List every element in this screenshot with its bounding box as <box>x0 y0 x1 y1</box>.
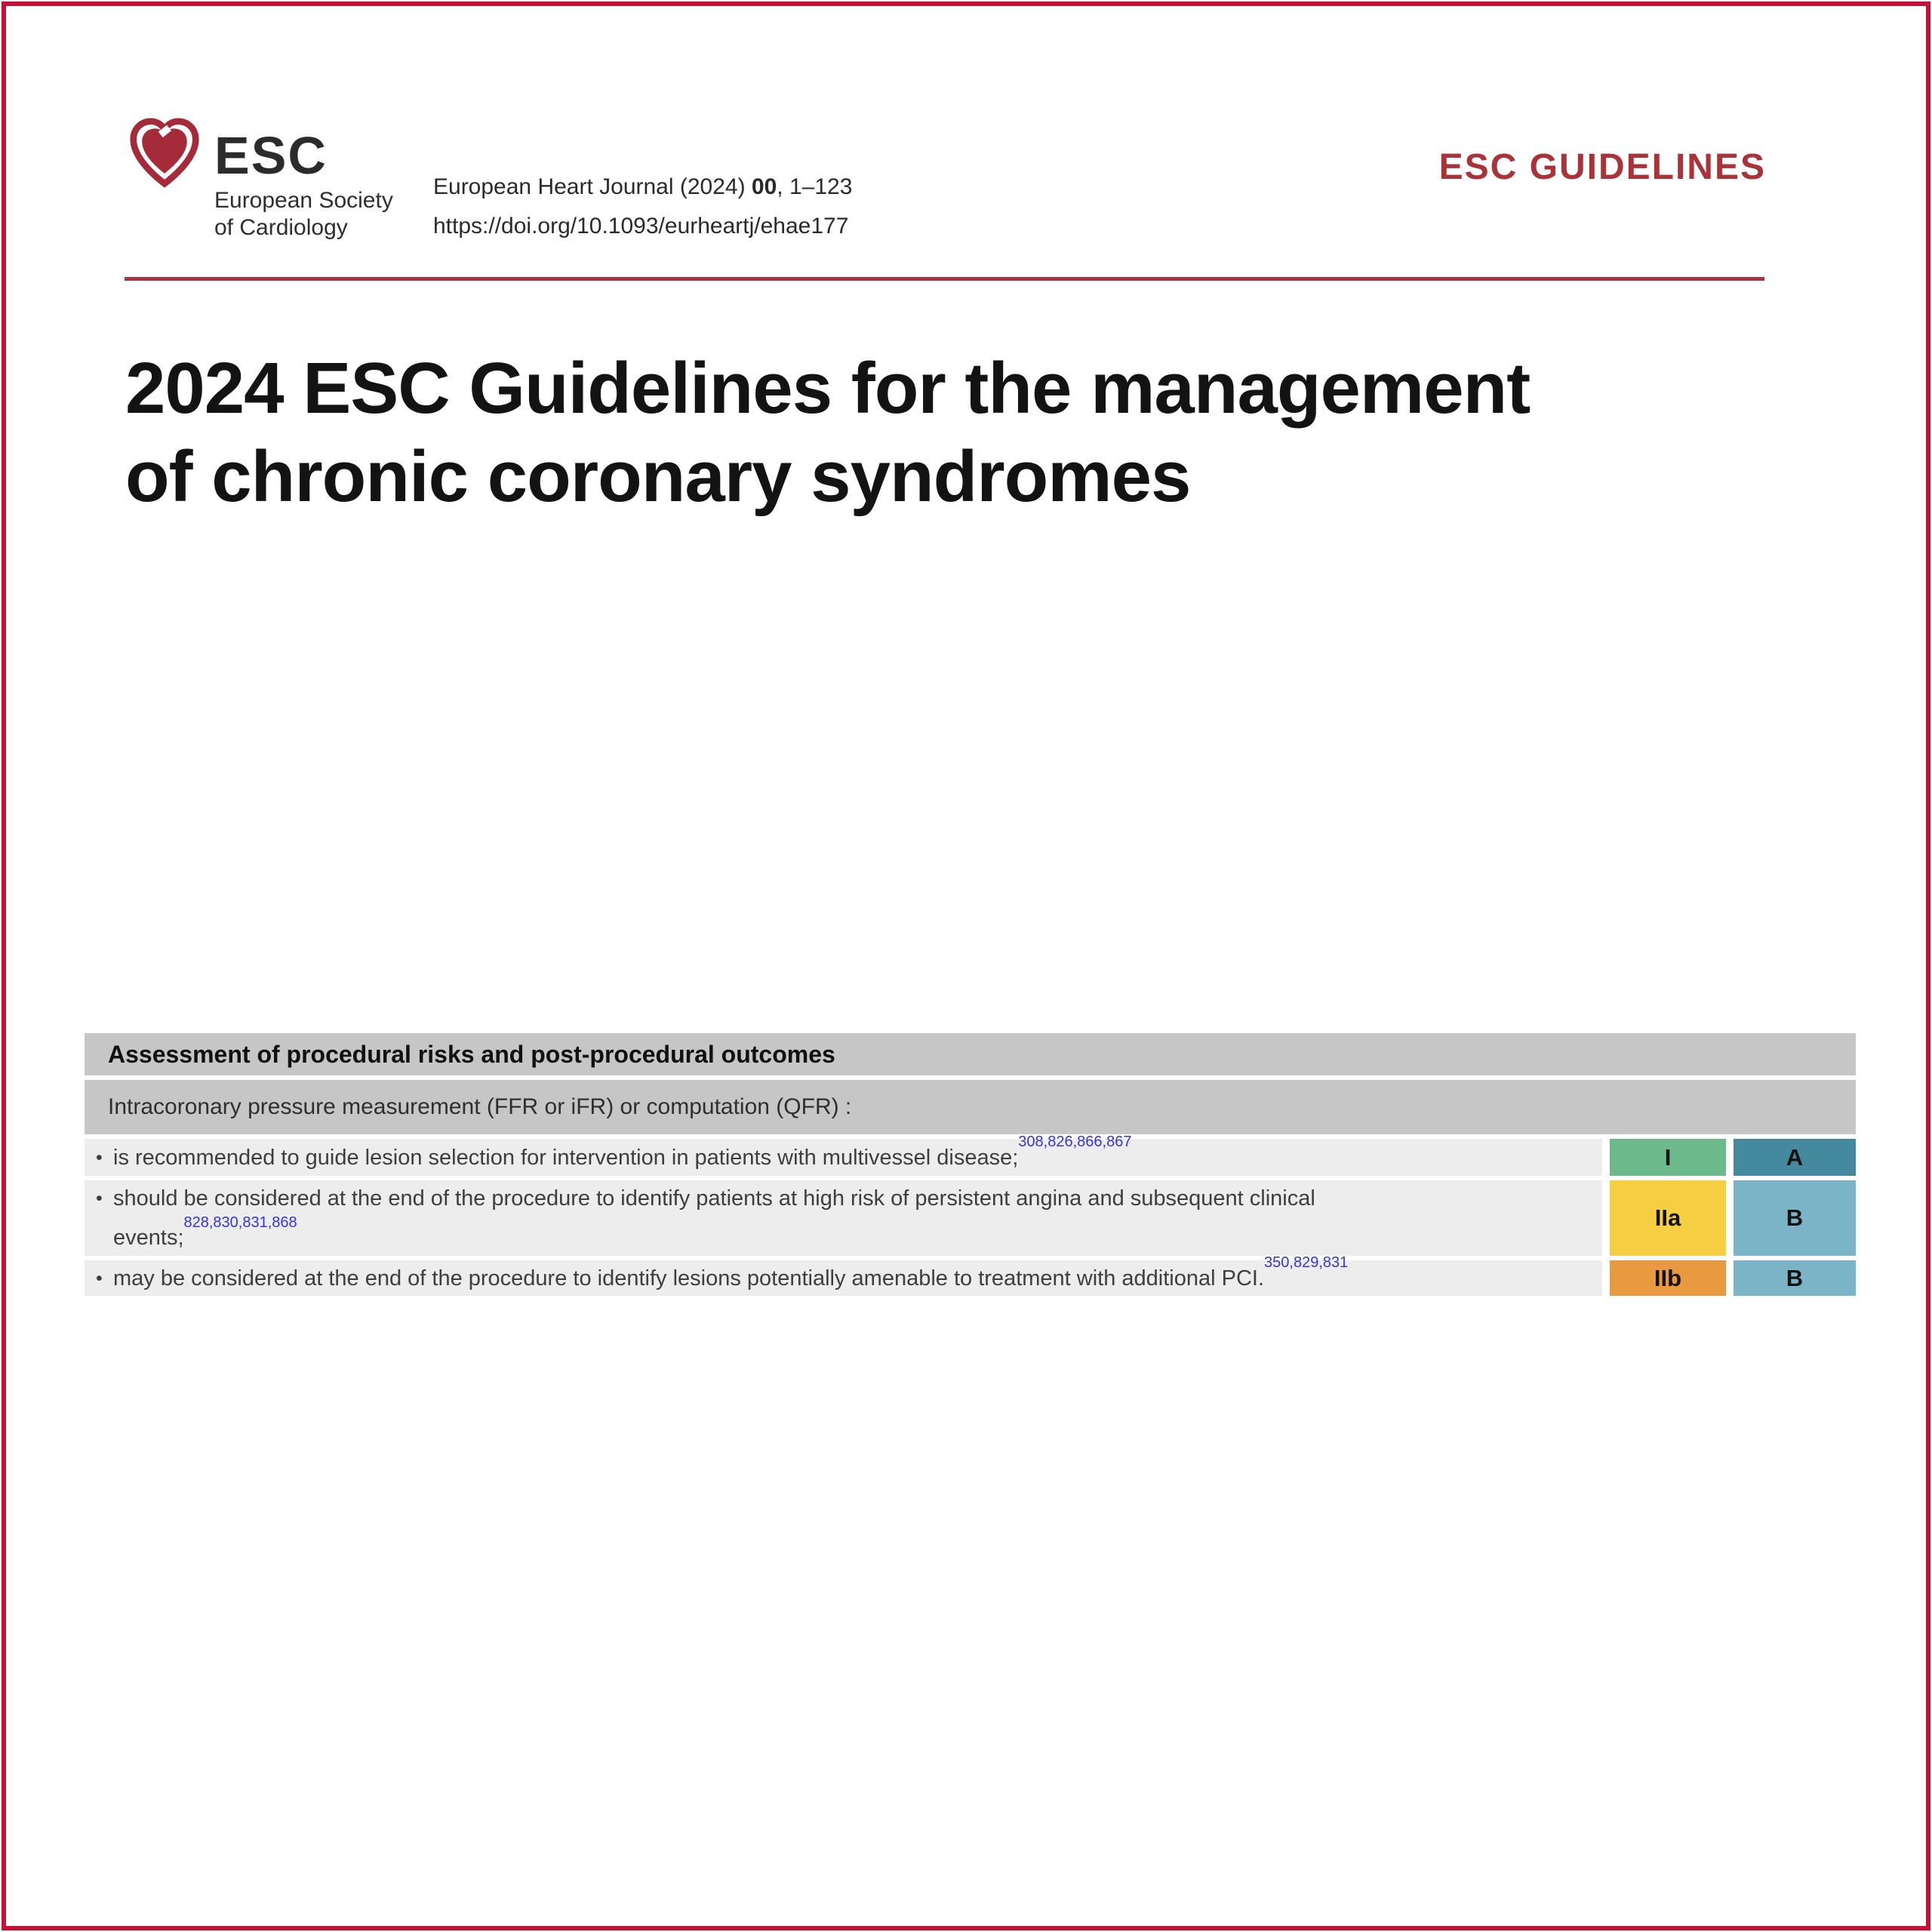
class-of-recommendation-badge: I <box>1610 1139 1726 1176</box>
level-of-evidence-badge: A <box>1734 1139 1856 1176</box>
esc-logo-text <box>214 128 393 242</box>
journal-name-and-year: European Heart Journal (2024) <box>433 174 752 199</box>
recommendation-row-text <box>85 1134 1602 1176</box>
journal-volume: 00 <box>751 174 777 199</box>
recommendation-text-content: events; <box>113 1226 184 1250</box>
level-of-evidence-badge: B <box>1734 1180 1856 1256</box>
recommendation-text <box>85 1134 1602 1177</box>
reference-superscript[interactable]: 308,826,866,867 <box>1018 1134 1132 1151</box>
page-title <box>125 344 1530 521</box>
page-border <box>2 2 1930 1930</box>
doi-link[interactable]: https://doi.org/10.1093/eurheartj/ehae177 <box>433 214 849 238</box>
page-title-line2: of chronic coronary syndromes <box>125 436 1191 517</box>
recommendation-text-content: is recommended to guide lesion selection for intervention in patients with multivessel disease; <box>113 1145 1019 1170</box>
table-subheader: Intracoronary pressure measurement (FFR or iFR) or computation (QFR) : <box>85 1080 1856 1134</box>
esc-heart-logo-icon <box>128 118 201 189</box>
bullet-icon: • <box>96 1146 103 1168</box>
recommendation-row-text <box>85 1254 1602 1296</box>
recommendation-text-content: may be considered at the end of the procedure to identify lesions potentially amenable to treatment with additional PCI. <box>113 1266 1265 1291</box>
journal-citation <box>433 168 852 246</box>
level-of-evidence-badge: B <box>1734 1260 1856 1296</box>
esc-guidelines-banner: ESC GUIDELINES <box>1438 147 1766 187</box>
recommendation-text-content: should be considered at the end of the procedure to identify patients at high risk of persistent angina and subsequent clinical <box>113 1186 1315 1211</box>
recommendation-text-continued <box>85 1214 1602 1257</box>
esc-logo-org-line2: of Cardiology <box>214 215 348 240</box>
recommendation-text <box>85 1179 1602 1218</box>
journal-citation-line <box>433 168 852 207</box>
bullet-icon: • <box>96 1188 103 1209</box>
reference-superscript[interactable]: 828,830,831,868 <box>183 1214 297 1231</box>
table-section-header: Assessment of procedural risks and post-procedural outcomes <box>85 1033 1856 1075</box>
journal-pages: , 1–123 <box>777 174 853 199</box>
recommendation-text <box>85 1254 1602 1298</box>
recommendation-row-text <box>85 1180 1602 1256</box>
esc-logo-abbr: ESC <box>214 126 328 185</box>
class-of-recommendation-badge: IIb <box>1610 1260 1726 1296</box>
esc-logo-org-line1: European Society <box>214 188 393 213</box>
class-of-recommendation-badge: IIa <box>1610 1180 1726 1256</box>
bullet-icon: • <box>96 1267 103 1289</box>
recommendations-table <box>85 1033 1856 1296</box>
reference-superscript[interactable]: 350,829,831 <box>1264 1254 1349 1272</box>
page-title-line1: 2024 ESC Guidelines for the management <box>125 348 1531 429</box>
header-rule <box>125 277 1764 281</box>
